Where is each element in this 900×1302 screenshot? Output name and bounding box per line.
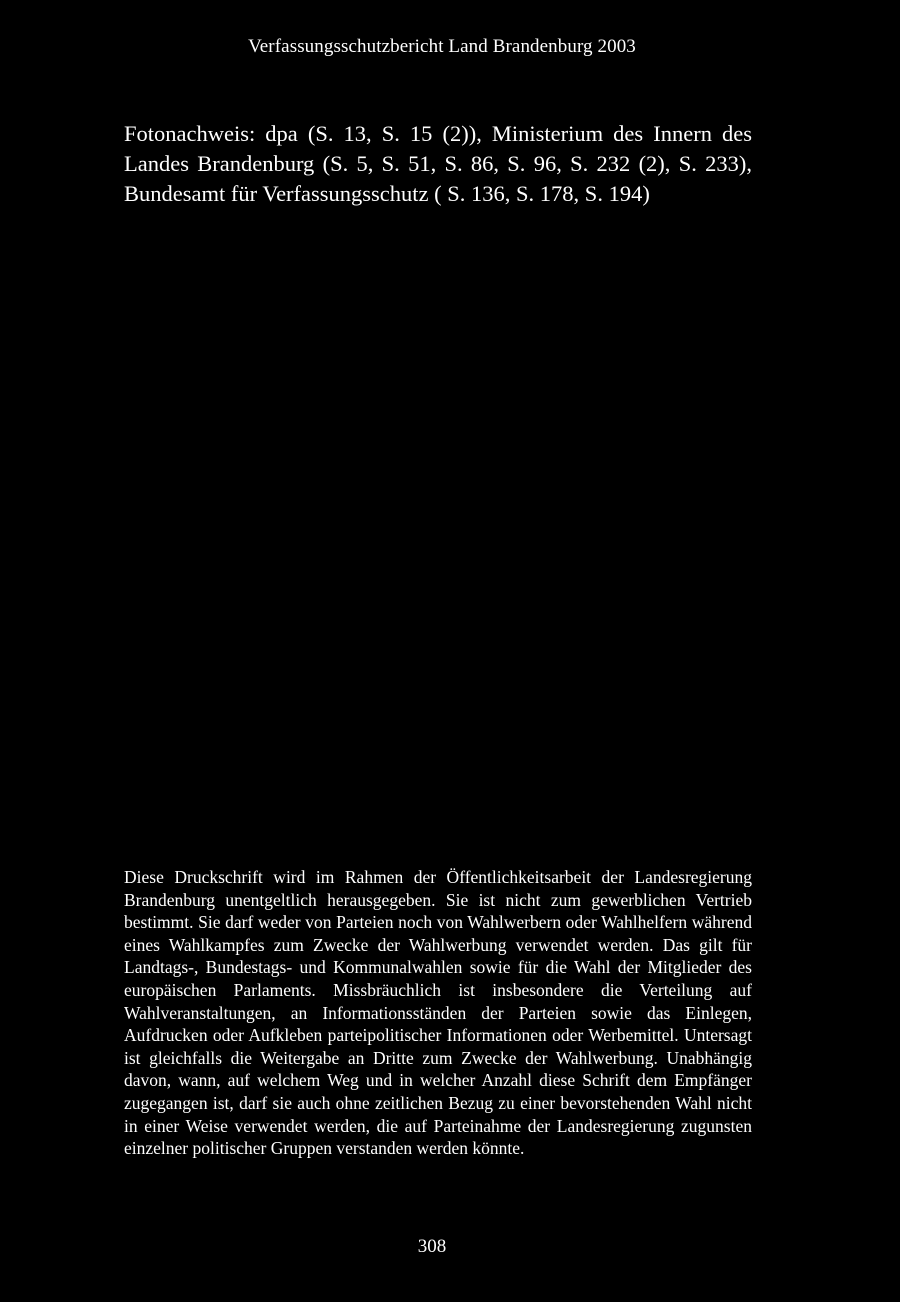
photo-credits: Fotonachweis: dpa (S. 13, S. 15 (2)), Ministerium des Innern des Landes Brandenburg (S. 5, S. 51, S. 86, S. 96, S. 232 (2), S. 233), Bundesamt für Verfassungsschutz ( S. 136, S. 178, S. 194)	[124, 121, 752, 206]
running-header: Verfassungsschutzbericht Land Brandenburg 2003	[248, 36, 636, 57]
page-number: 308	[417, 1236, 447, 1257]
distribution-disclaimer: Diese Druckschrift wird im Rahmen der Öffentlichkeitsarbeit der Landesregierung Brandenburg unentgeltlich herausgegeben. Sie ist nicht zum gewerblichen Vertrieb bestimmt. Sie darf weder von Parteien noch von Wahlwerbern oder Wahlhelfern während eines Wahlkampfes zum Zwecke der Wahlwerbung verwendet werden. Das gilt für Landtags-, Bundestags- und Kommunalwahlen sowie für die Wahl der Mitglieder des europäischen Parlaments. Missbräuchlich ist insbesondere die Verteilung auf Wahlveranstaltungen, an Informationsständen der Parteien sowie das Einlegen, Aufdrucken oder Aufkleben parteipolitischer Informationen oder Werbemittel. Untersagt ist gleichfalls die Weitergabe an Dritte zum Zwecke der Wahlwerbung. Unabhängig davon, wann, auf welchem Weg und in welcher Anzahl diese Schrift dem Empfänger zugegangen ist, darf sie auch ohne zeitlichen Bezug zu einer bevorstehenden Wahl nicht in einer Weise verwendet werden, die auf Parteinahme der Landesregierung zugunsten einzelner politischer Gruppen verstanden werden könnte.	[124, 867, 752, 1159]
